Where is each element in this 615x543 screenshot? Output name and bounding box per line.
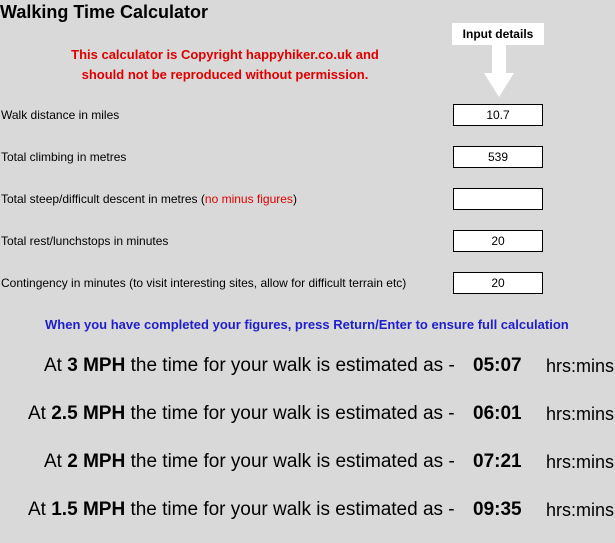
estimate-text: the time for your walk is estimated as - — [130, 355, 455, 376]
climbing-input[interactable] — [453, 146, 543, 168]
estimate-row-2-5mph — [28, 403, 455, 425]
estimate-text: the time for your walk is estimated as - — [130, 499, 455, 520]
estimate-prefix: At — [44, 451, 62, 472]
distance-label — [1, 108, 119, 122]
instruction-text: When you have completed your figures, press Return/Enter to ensure full calculation — [45, 317, 569, 332]
climbing-label-text: Total climbing in metres — [1, 150, 127, 164]
estimate-time-unit: hrs:mins — [546, 500, 615, 520]
distance-label-text: Walk distance in miles — [1, 108, 120, 122]
estimate-speed: 1.5 — [51, 499, 78, 520]
contingency-input[interactable] — [453, 272, 543, 294]
estimate-prefix: At — [28, 499, 46, 520]
page-title: Walking Time Calculator — [0, 2, 209, 22]
descent-label-suffix: ) — [292, 192, 297, 206]
distance-input[interactable] — [453, 104, 543, 126]
estimate-speed: 2 — [67, 451, 78, 472]
down-arrow-icon — [484, 45, 514, 97]
estimate-time-2mph: 07:21 — [473, 451, 522, 472]
copyright-notice — [60, 45, 390, 85]
contingency-label — [1, 276, 406, 290]
estimate-time-unit: hrs:mins — [546, 356, 615, 376]
estimate-text: the time for your walk is estimated as - — [130, 451, 455, 472]
estimate-time-1-5mph: 09:35 — [473, 499, 522, 520]
descent-note: no minus figures — [204, 192, 293, 206]
estimate-prefix: At — [28, 403, 46, 424]
estimate-time-2-5mph: 06:01 — [473, 403, 522, 424]
estimate-speed: 3 — [67, 355, 78, 376]
estimate-unit-label: MPH — [83, 355, 126, 376]
climbing-label — [1, 150, 126, 164]
rest-label — [1, 234, 168, 248]
estimate-row-1-5mph — [28, 499, 455, 521]
estimate-prefix: At — [44, 355, 62, 376]
descent-input[interactable] — [453, 188, 543, 210]
estimate-speed: 2.5 — [51, 403, 78, 424]
estimate-time-3mph: 05:07 — [473, 355, 522, 376]
estimate-unit-label: MPH — [82, 499, 126, 520]
rest-input[interactable] — [453, 230, 543, 252]
estimate-unit-label: MPH — [83, 451, 126, 472]
estimate-row-3mph — [44, 355, 455, 377]
estimate-time-unit: hrs:mins — [546, 404, 615, 424]
descent-label-text: Total steep/difficult descent in metres ( — [1, 192, 205, 206]
copyright-line-1: This calculator is Copyright happyhiker.co.uk and — [71, 47, 379, 62]
estimate-unit-label: MPH — [82, 403, 126, 424]
copyright-line-2: should not be reproduced without permission. — [81, 67, 369, 82]
estimate-text: the time for your walk is estimated as - — [130, 403, 455, 424]
input-details-header: Input details — [452, 23, 544, 45]
contingency-label-text: Contingency in minutes (to visit interesting sites, allow for difficult terrain etc) — [1, 276, 407, 290]
estimate-time-unit: hrs:mins — [546, 452, 615, 472]
estimate-row-2mph — [44, 451, 455, 473]
rest-label-text: Total rest/lunchstops in minutes — [1, 234, 169, 248]
descent-label — [1, 192, 297, 206]
